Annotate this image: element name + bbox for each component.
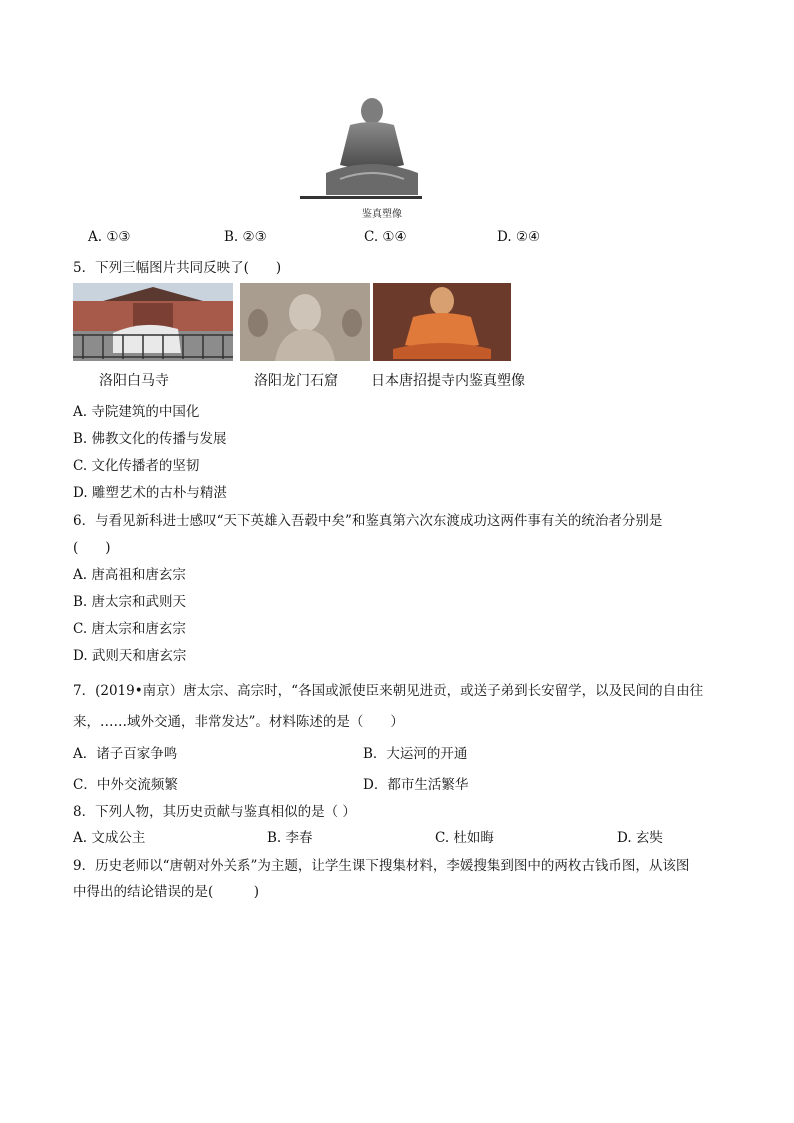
q6-option-d: D. 武则天和唐玄宗	[73, 648, 187, 664]
q5-caption-2: 洛阳龙门石窟	[254, 373, 338, 389]
q8-option-d: D. 玄奘	[617, 830, 663, 846]
q4-option-b: B. ②③	[224, 229, 267, 245]
q7-option-c: C．中外交流频繁	[73, 777, 178, 793]
q8-option-b: B. 李春	[267, 830, 313, 846]
q7-option-b: B．大运河的开通	[363, 746, 468, 762]
q5-option-d: D. 雕塑艺术的古朴与精湛	[73, 485, 227, 501]
q5-caption-1: 洛阳白马寺	[99, 373, 169, 389]
q7-options-row-2	[73, 773, 713, 793]
q5-option-c: C. 文化传播者的坚韧	[73, 458, 200, 474]
q7-line-2: 来，……域外交通，非常发达”。材料陈述的是（ ）	[73, 714, 404, 730]
q6-option-b: B. 唐太宗和武则天	[73, 594, 187, 610]
q9-line-1: 9．历史老师以“唐朝对外关系”为主题，让学生课下搜集材料，李媛搜集到图中的两枚古钱币图，从该图	[73, 858, 690, 874]
q7-line-1: 7．(2019•南京）唐太宗、高宗时，“各国或派使臣来朝见进贡，或送子弟到长安留学，以及民间的自由往	[73, 683, 704, 699]
q8-stem: 8．下列人物，其历史贡献与鉴真相似的是（ ）	[73, 804, 356, 820]
q9-line-2: 中得出的结论错误的是( )	[73, 884, 260, 900]
q4-option-a: A. ①③	[88, 229, 131, 245]
jianzhen-statue-image	[300, 95, 422, 221]
q7-option-a: A．诸子百家争鸣	[73, 746, 178, 762]
q5-option-b: B. 佛教文化的传播与发展	[73, 431, 227, 447]
q6-option-a: A. 唐高祖和唐玄宗	[73, 567, 186, 583]
q4-option-d: D. ②④	[497, 229, 541, 245]
q7-options-row-1	[73, 742, 713, 762]
longmen-grottoes-photo	[240, 283, 370, 361]
q4-option-c: C. ①④	[364, 229, 407, 245]
q5-option-a: A. 寺院建筑的中国化	[73, 404, 200, 420]
q4-options	[88, 229, 708, 249]
jianzhen-statue-caption: 鉴真塑像	[362, 209, 402, 220]
q6-option-c: C. 唐太宗和唐玄宗	[73, 621, 186, 637]
q6-stem: 6．与看见新科进士感叹“天下英雄入吾毂中矣”和鉴真第六次东渡成功这两件事有关的统治者分别是	[73, 513, 663, 529]
q8-options	[73, 826, 713, 846]
jianzhen-statue-photo	[373, 283, 511, 361]
q8-option-a: A. 文成公主	[73, 830, 146, 846]
baima-temple-photo	[73, 283, 233, 361]
q7-option-d: D．都市生活繁华	[363, 777, 469, 793]
q5-caption-3: 日本唐招提寺内鉴真塑像	[371, 373, 525, 389]
q5-stem: 5．下列三幅图片共同反映了( )	[73, 260, 282, 276]
q6-paren: ( )	[73, 540, 111, 556]
q8-option-c: C. 杜如晦	[435, 830, 494, 846]
